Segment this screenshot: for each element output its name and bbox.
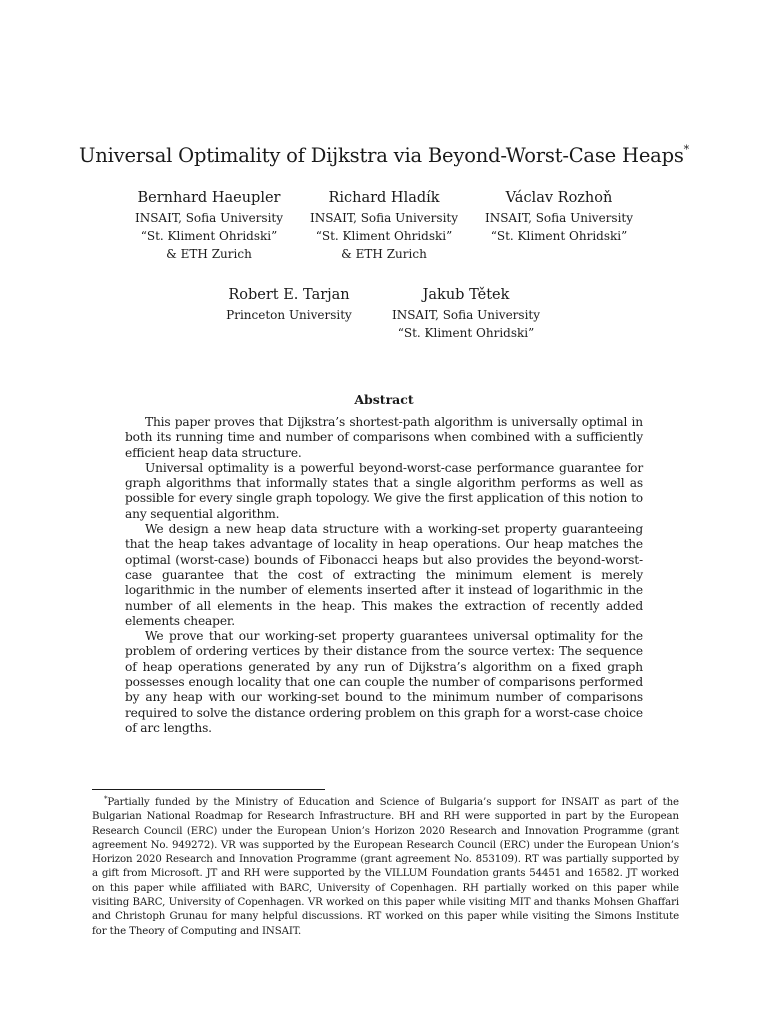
author-affiliation-line: INSAIT, Sofia University xyxy=(309,211,459,225)
author-block xyxy=(109,189,309,263)
author-name: Richard Hladík xyxy=(328,190,440,206)
author-affiliation-line: “St. Kliment Ohridski” xyxy=(397,326,535,340)
abstract-paragraph: We design a new heap data structure with a working-set property guaranteeing that the heap takes advantage of locality in heap operations. Our heap matches the optimal (worst-case) bounds of Fibonacci heaps but also provides the beyond-worst-case guarantee that the cost of extracting the minimum element is merely logarithmic in the number of elements inserted after it instead of logarithmic in the number of all elements in the heap. This makes the extraction of recently added elements cheaper. xyxy=(125,522,643,628)
author-block xyxy=(459,189,659,245)
author-affiliation-line: INSAIT, Sofia University xyxy=(484,211,634,225)
author-affiliation-line: & ETH Zurich xyxy=(341,247,427,261)
author-name: Jakub Tětek xyxy=(422,287,510,303)
footnote-mark: * xyxy=(104,795,108,803)
author-affiliation-line: “St. Kliment Ohridski” xyxy=(315,229,453,243)
paper-title xyxy=(0,143,768,167)
author-affiliation-line: “St. Kliment Ohridski” xyxy=(140,229,278,243)
paper-title-text: Universal Optimality of Dijkstra via Beyond-Worst-Case Heaps xyxy=(79,144,684,167)
author-affiliation-line: “St. Kliment Ohridski” xyxy=(490,229,628,243)
author-block xyxy=(366,286,566,342)
author-name: Bernhard Haeupler xyxy=(137,190,281,206)
title-footnote-mark: * xyxy=(683,143,689,156)
footnote-text: Partially funded by the Ministry of Education and Science of Bulgaria’s support for INSAIT as part of the Bulgarian National Roadmap for Research Infrastructure. BH and RH were supported in part by the European Research Council (ERC) under the European Union’s Horizon 2020 Research and Innovation Programme (grant agreement No. 949272). VR was supported by the European Research Council (ERC) under the European Union’s Horizon 2020 Research and Innovation Programme (grant agreement No. 853109). RT was partially supported by a gift from Microsoft. JT and RH were supported by the VILLUM Foundation grants 54451 and 16582. JT worked on this paper while affiliated with BARC, University of Copenhagen. RH partially worked on this paper while visiting BARC, University of Copenhagen. VR worked on this paper while visiting MIT and thanks Mohsen Ghaffari and Christoph Grunau for many helpful discussions. RT worked on this paper while visiting the Simons Institute for the Theory of Computing and INSAIT. xyxy=(92,797,679,937)
author-affiliation-line: & ETH Zurich xyxy=(166,247,252,261)
author-block xyxy=(284,189,484,263)
abstract-heading: Abstract xyxy=(354,392,414,407)
author-affiliation-line: Princeton University xyxy=(226,308,352,322)
author-name: Robert E. Tarjan xyxy=(228,287,350,303)
author-block xyxy=(189,286,389,324)
abstract-paragraph: Universal optimality is a powerful beyond-worst-case performance guarantee for graph algorithms that informally states that a single algorithm performs as well as possible for every single graph topology. We give the first application of this notion to any sequential algorithm. xyxy=(125,460,643,521)
abstract-paragraph: We prove that our working-set property guarantees universal optimality for the problem of ordering vertices by their distance from the source vertex: The sequence of heap operations generated by any run of Dijkstra’s algorithm on a fixed graph possesses enough locality that one can couple the number of comparisons performed by any heap with our working-set bound to the minimum number of comparisons required to solve the distance ordering problem on this graph for a worst-case choice of arc lengths. xyxy=(125,629,643,735)
author-name: Václav Rozhoň xyxy=(505,190,613,206)
author-affiliation-line: INSAIT, Sofia University xyxy=(134,211,284,225)
footnote-rule xyxy=(92,789,325,790)
abstract-paragraph: This paper proves that Dijkstra’s shortest-path algorithm is universally optimal in both its running time and number of comparisons when combined with a sufficiently efficient heap data structure. xyxy=(125,415,643,460)
footnote-paragraph xyxy=(92,792,679,939)
abstract-body xyxy=(125,415,643,736)
author-affiliation-line: INSAIT, Sofia University xyxy=(391,308,541,322)
footnote xyxy=(92,792,679,939)
